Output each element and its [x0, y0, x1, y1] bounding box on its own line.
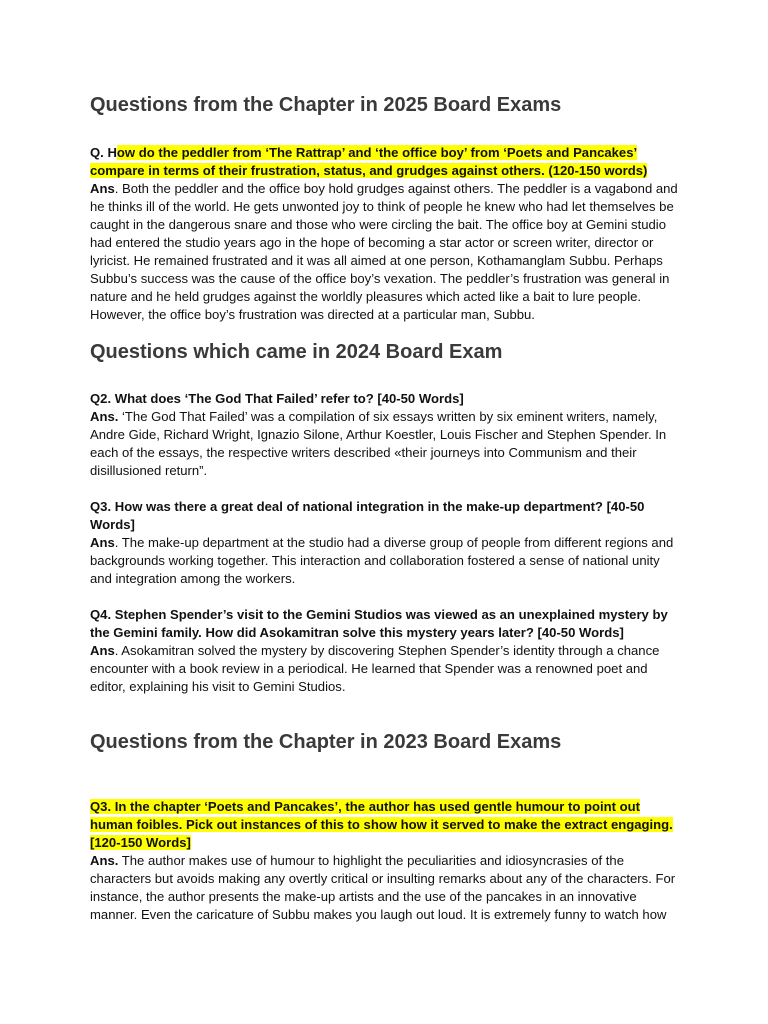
answer-text	[90, 852, 682, 924]
question-text: Q2. What does ‘The God That Failed’ refer to? [40-50 Words]	[90, 391, 464, 406]
section-heading-2024: Questions which came in 2024 Board Exam	[90, 341, 503, 363]
answer-body: . The make-up department at the studio had a diverse group of people from different regions and backgrounds working together. This interaction and collaboration fostered a sense of national unity and integration among the workers.	[90, 535, 674, 586]
answer-text	[90, 642, 682, 696]
question-block-2024-q3	[90, 498, 682, 588]
answer-text	[90, 408, 682, 480]
question-block-2024-q4	[90, 606, 682, 696]
answer-body: The author makes use of humour to highlight the peculiarities and idiosyncrasies of the characters but avoids making any overtly critical or insulting remarks about any of the characters. For instance, the author presents the make-up artists and the use of the pancakes in an innovative manner. Even the caricature of Subbu makes you laugh out loud. It is extremely funny to watch how	[90, 853, 676, 922]
question-block-2024-q2	[90, 390, 682, 480]
answer-text	[90, 180, 682, 324]
question-block-2025-q	[90, 144, 682, 324]
question-highlighted: ow do the peddler from ‘The Rattrap’ and ‘the office boy’ from ‘Poets and Pancakes’ compare in terms of their frustration, status, and grudges against others. (120-150 words)	[90, 145, 648, 178]
question-text: Q3. How was there a great deal of national integration in the make-up department? [40-50 Words]	[90, 499, 645, 532]
question-block-2023-q3	[90, 798, 682, 924]
question-text: Q4. Stephen Spender’s visit to the Gemini Studios was viewed as an unexplained mystery by the Gemini family. How did Asokamitran solve this mystery years later? [40-50 Words]	[90, 607, 668, 640]
answer-label: Ans	[90, 535, 115, 550]
section-heading-2025: Questions from the Chapter in 2025 Board Exams	[90, 94, 562, 116]
answer-text	[90, 534, 682, 588]
answer-body: . Asokamitran solved the mystery by discovering Stephen Spender’s identity through a chance encounter with a book review in a periodical. He learned that Spender was a renowned poet and editor, explaining his visit to Gemini Studios.	[90, 643, 660, 694]
answer-label: Ans	[90, 181, 115, 196]
answer-label: Ans.	[90, 409, 119, 424]
question-text	[90, 798, 682, 852]
question-highlighted: Q3. In the chapter ‘Poets and Pancakes’, the author has used gentle humour to point out human foibles. Pick out instances of this to show how it served to make the extract engaging. [120-150 Words]	[90, 799, 673, 850]
answer-body: . Both the peddler and the office boy hold grudges against others. The peddler is a vagabond and he thinks ill of the world. He gets unwonted joy to think of people he knew who had let themselves be caught in the dangerous snare and those who were circling the bait. The office boy at Gemini studio had entered the studio years ago in the hope of becoming a star actor or screen writer, director or lyricist. He remained frustrated and it was all aimed at one person, Kothamanglam Subbu. Perhaps Subbu’s success was the cause of the office boy’s vexation. The peddler’s frustration was general in nature and he held grudges against the worldly pleasures which acted like a bait to lure people. However, the office boy’s frustration was directed at a particular man, Subbu.	[90, 181, 678, 322]
answer-label: Ans.	[90, 853, 119, 868]
answer-label: Ans	[90, 643, 115, 658]
question-prefix: Q. H	[90, 145, 117, 160]
question-text	[90, 144, 682, 180]
section-heading-2023: Questions from the Chapter in 2023 Board Exams	[90, 731, 562, 753]
answer-body: ‘The God That Failed’ was a compilation of six essays written by six eminent writers, namely, Andre Gide, Richard Wright, Ignazio Silone, Arthur Koestler, Louis Fischer and Stephen Spender. In each of the essays, the respective writers described «their journeys into Communism and their disillusioned return”.	[90, 409, 667, 478]
